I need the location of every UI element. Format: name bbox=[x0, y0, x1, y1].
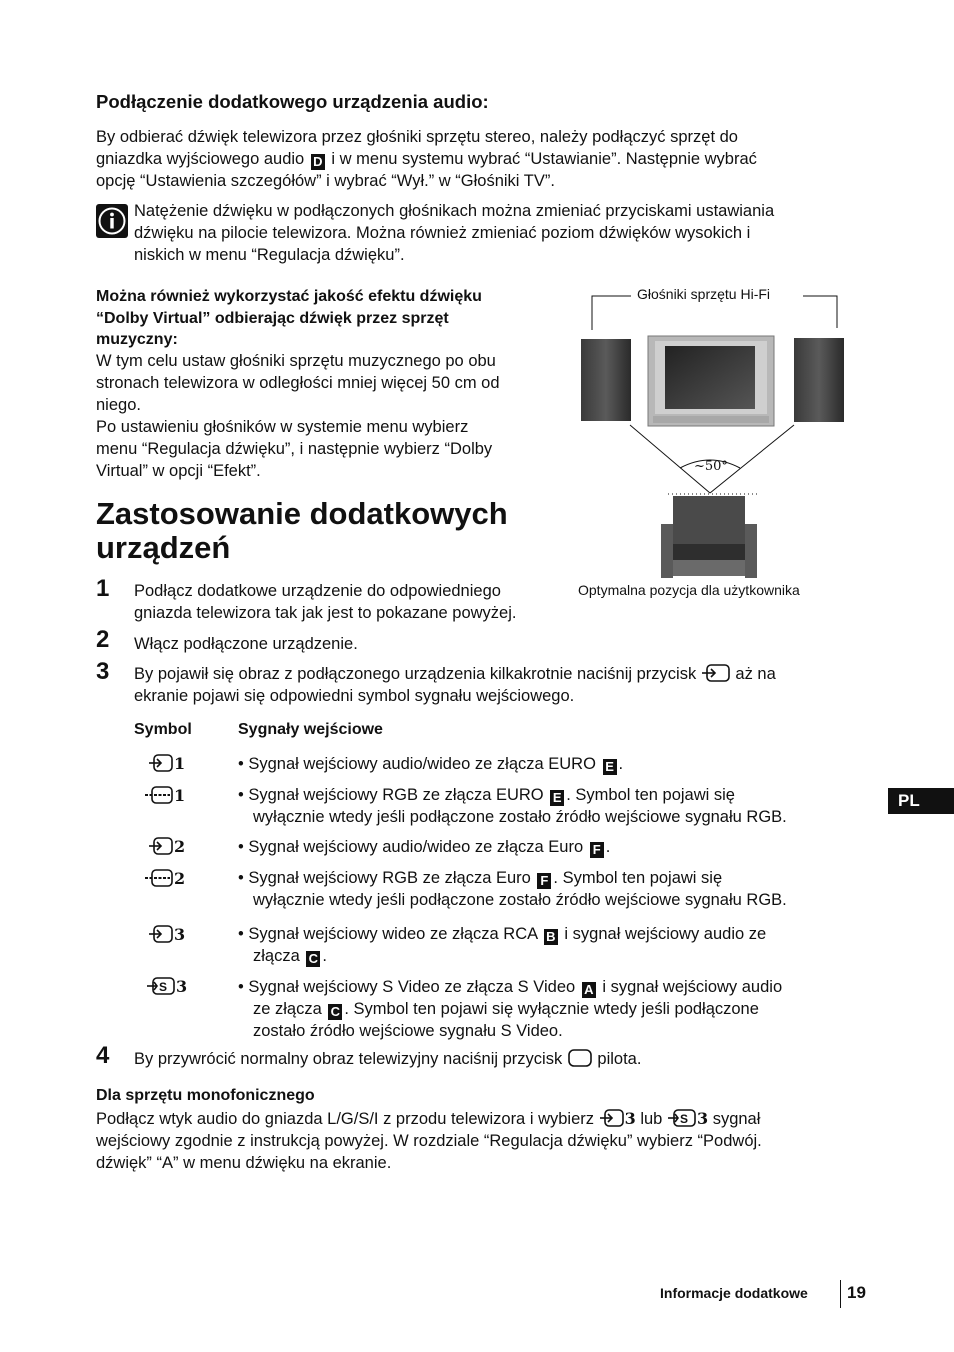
table-row: • Sygnał wejściowy audio/wideo ze złącza EURO E . bbox=[238, 755, 624, 774]
footer-divider bbox=[840, 1280, 841, 1308]
svg-text:S: S bbox=[679, 1112, 688, 1126]
svideo-input-icon bbox=[146, 976, 176, 996]
step-2-number: 2 bbox=[96, 626, 110, 653]
left-speaker bbox=[581, 339, 631, 421]
step-3-number: 3 bbox=[96, 658, 110, 685]
rgb-input-icon bbox=[144, 785, 174, 805]
svg-text:S: S bbox=[159, 980, 168, 994]
connector-d-badge: D bbox=[311, 154, 325, 170]
table-row: • Sygnał wejściowy S Video ze złącza S Video A i sygnał wejściowy audio ze złącza C . Symbol ten pojawi się wyłącznie wtedy jeśli podłączone zostało źródło wejściowe sygnału S Video. bbox=[238, 978, 783, 1040]
step-4-text: By przywrócić normalny obraz telewizyjny naciśnij przycisk pilota. bbox=[134, 1050, 642, 1068]
av-input-icon bbox=[148, 836, 174, 856]
table-row-symbol: 2 bbox=[144, 868, 185, 889]
step-3-text: By pojawił się obraz z podłączonego urządzenia kilkakrotnie naciśnij przycisk aż na ekranie pojawi się odpowiedni symbol sygnału wejściowego. bbox=[134, 665, 776, 705]
table-header-symbol: Symbol bbox=[134, 721, 192, 738]
table-row: • Sygnał wejściowy audio/wideo ze złącza Euro F . bbox=[238, 838, 611, 857]
step-1-number: 1 bbox=[96, 575, 110, 602]
section-heading-audio: Podłączenie dodatkowego urządzenia audio: bbox=[96, 91, 489, 112]
table-row-symbol: S 3 bbox=[146, 976, 187, 997]
page-title: Zastosowanie dodatkowych urządzeń bbox=[96, 496, 508, 565]
input-select-icon bbox=[701, 663, 731, 683]
dolby-section: Można również wykorzystać jakość efektu dźwięku “Dolby Virtual” odbierając dźwięk przez sprzęt muzyczny: W tym celu ustaw głośniki sprzętu muzycznego po obu stronach telewizora w odległości mniej więcej 50 cm od niego. Po ustawieniu głośników w systemie menu wybierz menu “Regulacja dźwięku”, i następnie wybierz “Dolby Virtual” w opcji “Efekt”. bbox=[96, 288, 500, 480]
angle-label: ~50° bbox=[694, 459, 728, 474]
av-input-icon bbox=[148, 753, 174, 773]
step-2-text: Włącz podłączone urządzenie. bbox=[134, 635, 358, 653]
audio-line-3: opcję “Ustawienia szczegółów” i wybrać “Wył.” w “Głośniki TV”. bbox=[96, 172, 555, 190]
footer-section-name: Informacje dodatkowe bbox=[660, 1285, 808, 1301]
step-4-number: 4 bbox=[96, 1042, 110, 1069]
right-speaker bbox=[794, 338, 844, 422]
mono-heading: Dla sprzętu monofonicznego bbox=[96, 1087, 315, 1104]
tv-button-icon bbox=[567, 1048, 593, 1068]
audio-line-1: By odbierać dźwięk telewizora przez głośniki sprzętu stereo, należy podłączyć sprzęt do bbox=[96, 128, 738, 146]
table-row-symbol: 3 bbox=[148, 924, 185, 945]
audio-line-2: gniazdka wyjściowego audio D i w menu systemu wybrać “Ustawianie”. Następnie wybrać bbox=[96, 150, 757, 169]
rgb-input-icon bbox=[144, 868, 174, 888]
table-row-symbol: 1 bbox=[144, 785, 185, 806]
av-input-icon bbox=[599, 1108, 625, 1128]
language-tab: PL bbox=[888, 788, 954, 814]
svideo-input-icon bbox=[667, 1108, 697, 1128]
step-1-text: Podłącz dodatkowe urządzenie do odpowiedniego gniazda telewizora tak jak jest to pokazane powyżej. bbox=[134, 582, 517, 622]
audio-paragraph bbox=[96, 126, 866, 192]
table-row: • Sygnał wejściowy wideo ze złącza RCA B i sygnał wejściowy audio ze złącza C . bbox=[238, 925, 767, 966]
page-number: 19 bbox=[847, 1283, 866, 1302]
table-row: • Sygnał wejściowy RGB ze złącza EURO E . Symbol ten pojawi się wyłącznie wtedy jeśli podłączone zostało źródło wejściowe sygnału RGB. bbox=[238, 786, 787, 826]
table-header-signals: Sygnały wejściowe bbox=[238, 721, 383, 738]
table-row-symbol: 1 bbox=[148, 753, 185, 774]
info-icon bbox=[96, 204, 128, 238]
speaker-placement-diagram bbox=[575, 280, 855, 580]
table-row: • Sygnał wejściowy RGB ze złącza Euro F . Symbol ten pojawi się wyłącznie wtedy jeśli podłączone zostało źródło wejściowe sygnału RGB. bbox=[238, 869, 787, 909]
av-input-icon bbox=[148, 924, 174, 944]
table-row-symbol: 2 bbox=[148, 836, 185, 857]
mono-paragraph: Podłącz wtyk audio do gniazda L/G/S/I z przodu telewizora i wybierz 3 lub S 3 sygnał wejściowy zgodnie z instrukcją powyżej. W rozdziale “Regulacja dźwięku” wybierz “Podwój. dźwięk” “A” w menu dźwięku na ekranie. bbox=[96, 1109, 762, 1172]
info-note: Natężenie dźwięku w podłączonych głośnikach można zmieniać przyciskami ustawiania dźwięku na pilocie telewizora. Można również zmieniać poziom dźwięków wysokich i niskich w menu “Regulacja dźwięku”. bbox=[134, 202, 775, 264]
diagram-bottom-label: Optymalna pozycja dla użytkownika bbox=[578, 582, 800, 598]
